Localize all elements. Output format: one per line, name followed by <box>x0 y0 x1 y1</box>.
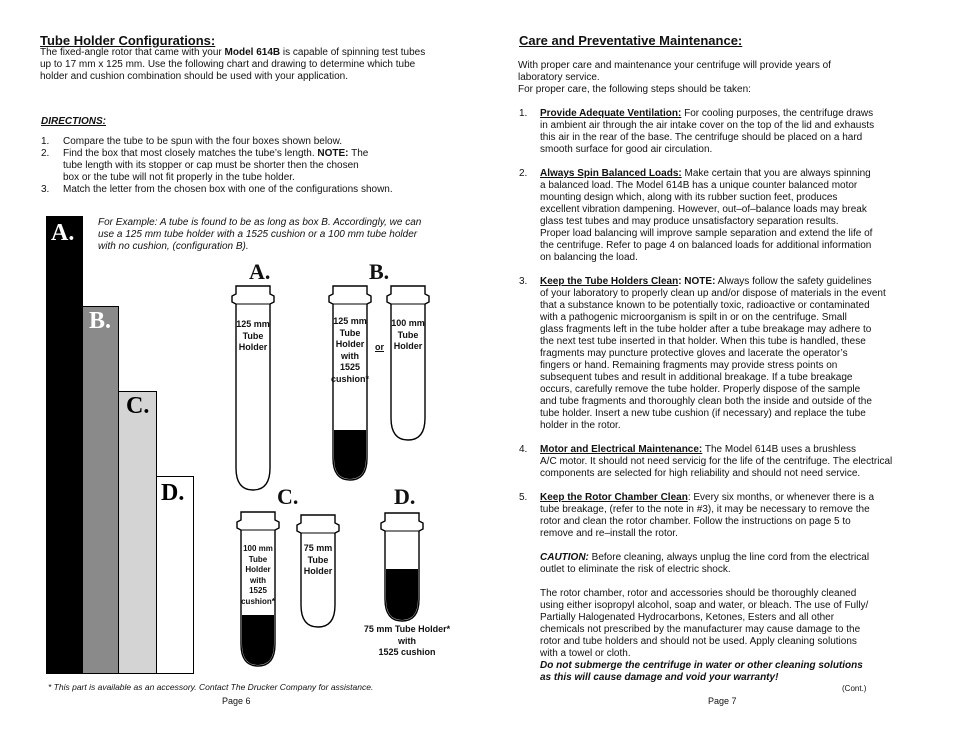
box-d-letter: D. <box>161 480 185 506</box>
page-number-left: Page 6 <box>222 696 251 706</box>
intro-line: The fixed-angle rotor that came with your Model 614B is capable of spinning test tubes <box>40 47 426 58</box>
box-b-letter: B. <box>89 308 112 334</box>
maintenance-item: 5. Keep the Rotor Chamber Clean: Every six months, or whenever there is a tube breakage, (refer to the note in #3), it may be necessary to remove the rotor and clean the rotor chamber. Follow the instructions on page 5 to remove and re–install the rotor. <box>519 492 874 539</box>
direction-item: 1. Compare the tube to be spun with the four boxes shown below. <box>41 136 343 147</box>
tube-b2-label: 100 mm Tube Holder <box>391 318 425 351</box>
directions-heading: DIRECTIONS: <box>41 116 106 127</box>
maintenance-item: 1. Provide Adequate Ventilation: For cooling purposes, the centrifuge draws in ambient air through the air intake cover on the top of the lid and exhausts this air in the rear of the base. The centrifuge should be placed on a hard smooth surface for good air circulation. <box>519 108 875 155</box>
box-a <box>46 216 83 674</box>
directions-list <box>40 136 470 196</box>
config-b-letter: B. <box>369 259 390 284</box>
tube-d-caption: 75 mm Tube Holder* with 1525 cushion <box>363 624 451 657</box>
page-number-right: Page 7 <box>708 696 737 706</box>
box-a-letter: A. <box>51 220 75 246</box>
maintenance-item: 4. Motor and Electrical Maintenance: The Model 614B uses a brushless A/C motor. It should not need servicig for the life of the centrifuge. The electrical components are selected for high reliability and should not need service. <box>519 444 893 479</box>
right-intro: With proper care and maintenance your centrifuge will provide years of laboratory service. For proper care, the following steps should be taken: <box>518 60 831 95</box>
maintenance-list <box>518 108 918 684</box>
config-d-letter: D. <box>394 484 416 509</box>
cleaning-block: The rotor chamber, rotor and accessories should be thoroughly cleaned using either isopropyl alcohol, soap and water, or bleach. The use of Fully/ Partially Halogenated Hydrocarbons, Ketones, Esters and all other chemicals not prescribed by the manufacturer may cause damage to the rotor and tube holders and should not be used. Apply cleaning solutions with a towel or cloth. Do not submerge the centrifuge in water or other cleaning solutions as this will cause damage and void your warranty! <box>540 588 918 684</box>
caution-block: CAUTION: Before cleaning, always unplug the line cord from the electrical outlet to eliminate the risk of electric shock. <box>540 552 870 575</box>
direction-item: 2. Find the box that most closely matches the tube’s length. NOTE: The tube length with its stopper or cap must be shorter then the chosen box or the tube will not fit properly in the tube holder. <box>41 148 369 183</box>
config-c-letter: C. <box>277 484 299 509</box>
box-c-letter: C. <box>126 393 150 419</box>
tube-d-icon <box>379 513 425 623</box>
tube-b2-icon <box>385 286 431 442</box>
left-heading: Tube Holder Configurations: <box>40 33 216 48</box>
left-intro <box>40 47 460 83</box>
maintenance-item: 2. Always Spin Balanced Loads: Make certain that you are always spinning a balanced load. The Model 614B has a unique counter balanced motor mounting design which, along with its rubber suction feet, produces excellent vibration dampening. However, out–of–balance loads may break glass test tubes and may produce unsatisfactory separation results. Proper load balancing will improve sample separation and extend the life of the centrifuge. Refer to page 4 on balanced loads for additional information on balancing the load. <box>519 168 873 263</box>
cont-label: (Cont.) <box>842 684 867 693</box>
box-b <box>82 306 119 674</box>
tube-c2-label: 75 mm Tube Holder <box>303 543 333 576</box>
intro-line: up to 17 mm x 125 mm. Use the following chart and drawing to determine which tube <box>40 59 416 70</box>
direction-item: 3. Match the letter from the chosen box with one of the configurations shown. <box>41 184 393 195</box>
intro-line: holder and cushion combination should be used with your application. <box>40 71 348 82</box>
tube-b1-label: 125 mm Tube Holder with 1525 cushion* <box>330 316 369 384</box>
tube-a-label: 125 mm Tube Holder <box>236 319 270 352</box>
or-label: or <box>375 342 384 352</box>
right-heading: Care and Preventative Maintenance: <box>519 33 743 48</box>
tube-a-icon <box>230 286 276 492</box>
tube-c1-label: 100 mm Tube Holder with 1525 cushion* <box>241 544 275 606</box>
warning-line: Do not submerge the centrifuge in water or other cleaning solutions <box>540 660 863 671</box>
box-c <box>118 391 157 674</box>
example-text: For Example: A tube is found to be as long as box B. Accordingly, we can use a 125 mm tube holder with a 1525 cushion or a 100 mm tube holder with no cushion, (configuration B). <box>98 217 422 252</box>
config-a-letter: A. <box>249 259 271 284</box>
warning-line: as this will cause damage and void your warranty! <box>540 672 779 683</box>
footnote: * This part is available as an accessory. Contact The Drucker Company for assistance. <box>48 682 374 692</box>
maintenance-item: 3. Keep the Tube Holders Clean: NOTE: Always follow the safety guidelines of your laboratory to properly clean up and/or dispose of materials in the event that a substance known to be potentially toxic, radioactive or contaminated with a pathogenic microorganism is spilt in or on the centrifuge. Small glass fragments left in the tube holder after a tube breakage may adhere to the next test tube inserted in that holder. When this tube is handled, these fragments may puncture protective gloves and lacerate the operator’s fingers or hand. Remaining fragments may provide stress points on subsequent tubes and result in additional breakage. If a tube breakage occurs, carefully remove the tube holder. Properly dispose of the sample and tube fragments and thoroughly clean both the inside and outside of the tube holder. Insert a new tube cushion (if necessary) and replace the tube holder in the rotor. <box>519 276 886 431</box>
